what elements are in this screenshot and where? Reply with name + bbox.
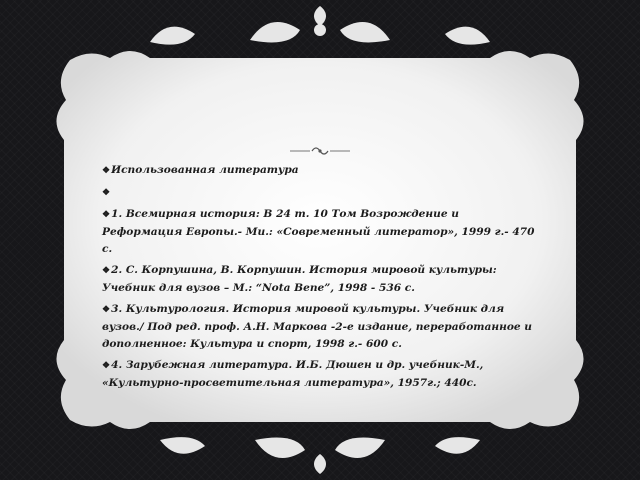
list-item-text: 1. Всемирная история: В 24 т. 10 Том Возрождение и Реформация Европы.- Ми.: «Современный литератор», 1999 г.- 470 с. — [102, 208, 535, 255]
bullet-icon: ❖ — [102, 188, 111, 198]
list-item-text: Использованная литература — [111, 164, 299, 176]
bullet-icon: ❖ — [102, 361, 111, 371]
divider-ornament — [288, 144, 352, 158]
list-item — [102, 301, 540, 353]
bullet-icon: ❖ — [102, 305, 111, 315]
list-item-text: 4. Зарубежная литература. И.Б. Дюшен и др. учебник-М., «Культурно-просветительная литература», 1957г.; 440с. — [102, 359, 484, 389]
list-item — [102, 162, 540, 180]
literature-list — [102, 162, 540, 396]
list-item — [102, 184, 540, 202]
list-item — [102, 206, 540, 258]
list-item-text: 3. Культурология. История мировой культуры. Учебник для вузов./ Под ред. проф. А.Н. Маркова -2-е издание, переработанное и дополненное: Культура и спорт, 1998 г.- 600 с. — [102, 303, 533, 350]
bullet-icon: ❖ — [102, 166, 111, 176]
bottom-ornament — [160, 437, 480, 474]
bullet-icon: ❖ — [102, 210, 111, 220]
list-item — [102, 357, 540, 392]
bullet-icon: ❖ — [102, 266, 111, 276]
list-item — [102, 262, 540, 297]
top-ornament — [150, 6, 490, 45]
list-item-text: 2. С. Корпушина, В. Корпушин. История мировой культуры: Учебник для вузов – М.: “Nota Bene”, 1998 - 536 с. — [102, 264, 497, 294]
